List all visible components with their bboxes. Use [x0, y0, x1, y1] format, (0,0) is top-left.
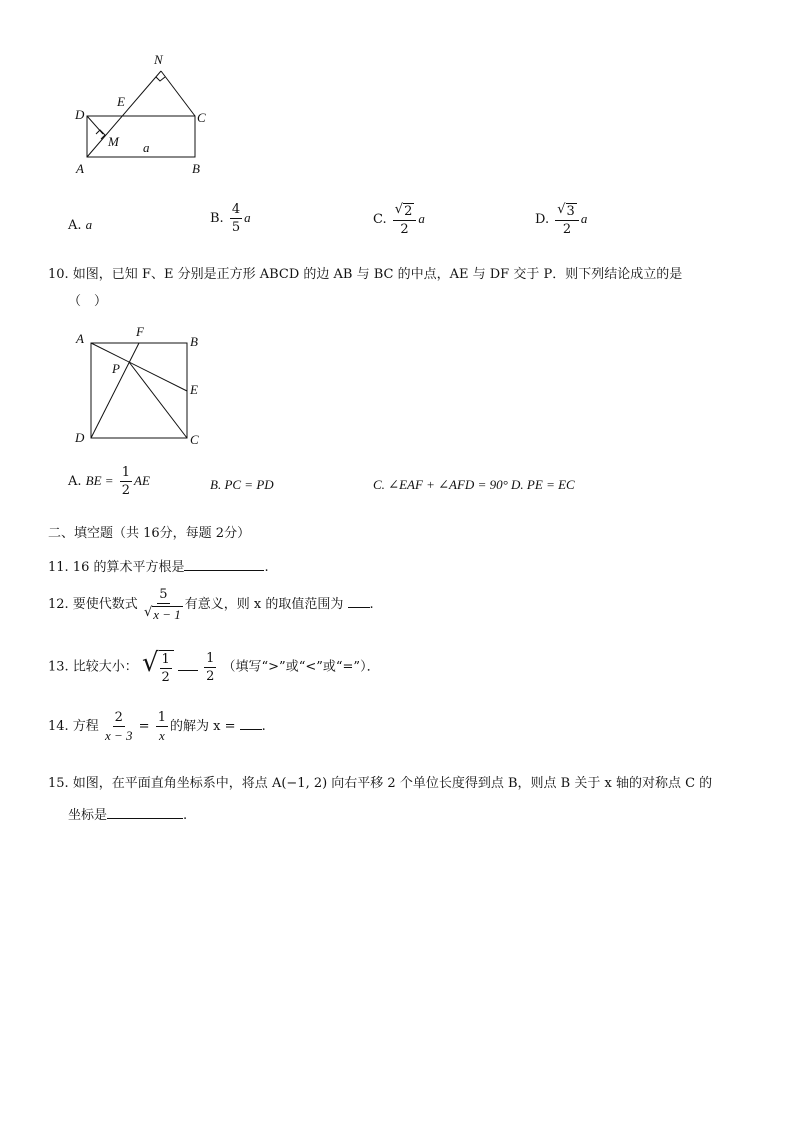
q15-line1: 15. 如图，在平面直角坐标系中，将点 A(−1, 2) 向右平移 2 个单位长度得到点 B，则点 B 关于 x 轴的对称点 C 的 [48, 776, 713, 791]
q9-option-d: D. √ 3 2 a [535, 202, 588, 237]
line-an [87, 71, 161, 157]
right-angle-n [156, 77, 165, 81]
label-d: D [75, 430, 85, 445]
label-m: M [108, 134, 119, 149]
label-c: C [197, 110, 206, 125]
sqrt-half: √ $\frac{1}{2}$ [142, 650, 174, 684]
q9-option-b: B. $\frac{4}{5}$ a [210, 202, 251, 235]
fraction: $\frac{4}{5}$ [231, 202, 241, 235]
section-title: 二、填空题（共 16分，每题 2分） [48, 526, 251, 541]
q9-option-a: A. a [68, 217, 93, 233]
label-e: E [190, 382, 198, 397]
square-abcd [91, 343, 187, 438]
q10-figure [70, 322, 210, 450]
answer-blank [107, 806, 183, 819]
fraction: 5 √ x − 1 [143, 587, 181, 622]
fraction: √ 2 2 [393, 203, 417, 236]
q10-option-b: B. PC = PD [210, 477, 274, 492]
line-nc [161, 71, 195, 116]
label-c: C [190, 432, 199, 447]
label-e: E [117, 94, 125, 109]
answer-blank [240, 717, 262, 730]
label-n: N [154, 52, 163, 67]
q10-option-a: A. BE = $\frac{1}{2}$ AE [68, 465, 150, 498]
q14: 14. 方程 $\frac{2}{x - 3}$ = $\frac{1}{x}$ 的解为 x = . [48, 710, 266, 743]
fraction: $\frac{2}{x - 3}$ [104, 710, 133, 743]
label-b: B [190, 334, 198, 349]
label-a: A [76, 331, 84, 346]
fraction: √ 3 2 [555, 203, 579, 236]
q9-option-c: C. √ 2 2 a [373, 202, 425, 237]
q10-option-cd: C. ∠EAF + ∠AFD = 90° D. PE = EC [373, 477, 575, 492]
fraction: $\frac{1}{2}$ [206, 650, 215, 684]
label-f: F [136, 324, 144, 339]
label-d: D [75, 107, 85, 122]
label-p: P [112, 361, 120, 376]
answer-blank [184, 558, 264, 571]
fraction: $\frac{1}{2}$ [121, 465, 130, 498]
label-a: A [76, 161, 84, 176]
q10-text-line1: 10. 如图，已知 F、E 分别是正方形 ABCD 的边 AB 与 BC 的中点，AE 与 DF 交于 P．则下列结论成立的是 [48, 267, 683, 282]
q15-line2: 坐标是 . [68, 808, 188, 823]
fraction: $\frac{1}{x}$ [157, 710, 166, 743]
q9-figure [70, 45, 220, 180]
q11: 11. 16 的算术平方根是 . [48, 560, 269, 575]
q13: 13. 比较大小： √ $\frac{1}{2}$ $\frac{1}{2}$ （填写“>”或“<”或“=”）． [48, 648, 380, 685]
line-ae [91, 343, 187, 391]
line-df [91, 343, 139, 438]
answer-blank [348, 595, 370, 608]
line-pc [129, 362, 187, 438]
label-b: B [192, 161, 200, 176]
label-a-side: a [143, 140, 150, 155]
q10-text-line2: （ ） [68, 294, 108, 309]
answer-blank [178, 658, 198, 671]
q12: 12. 要使代数式 5 √ x − 1 有意义，则 x 的取值范围为 . [48, 587, 374, 622]
